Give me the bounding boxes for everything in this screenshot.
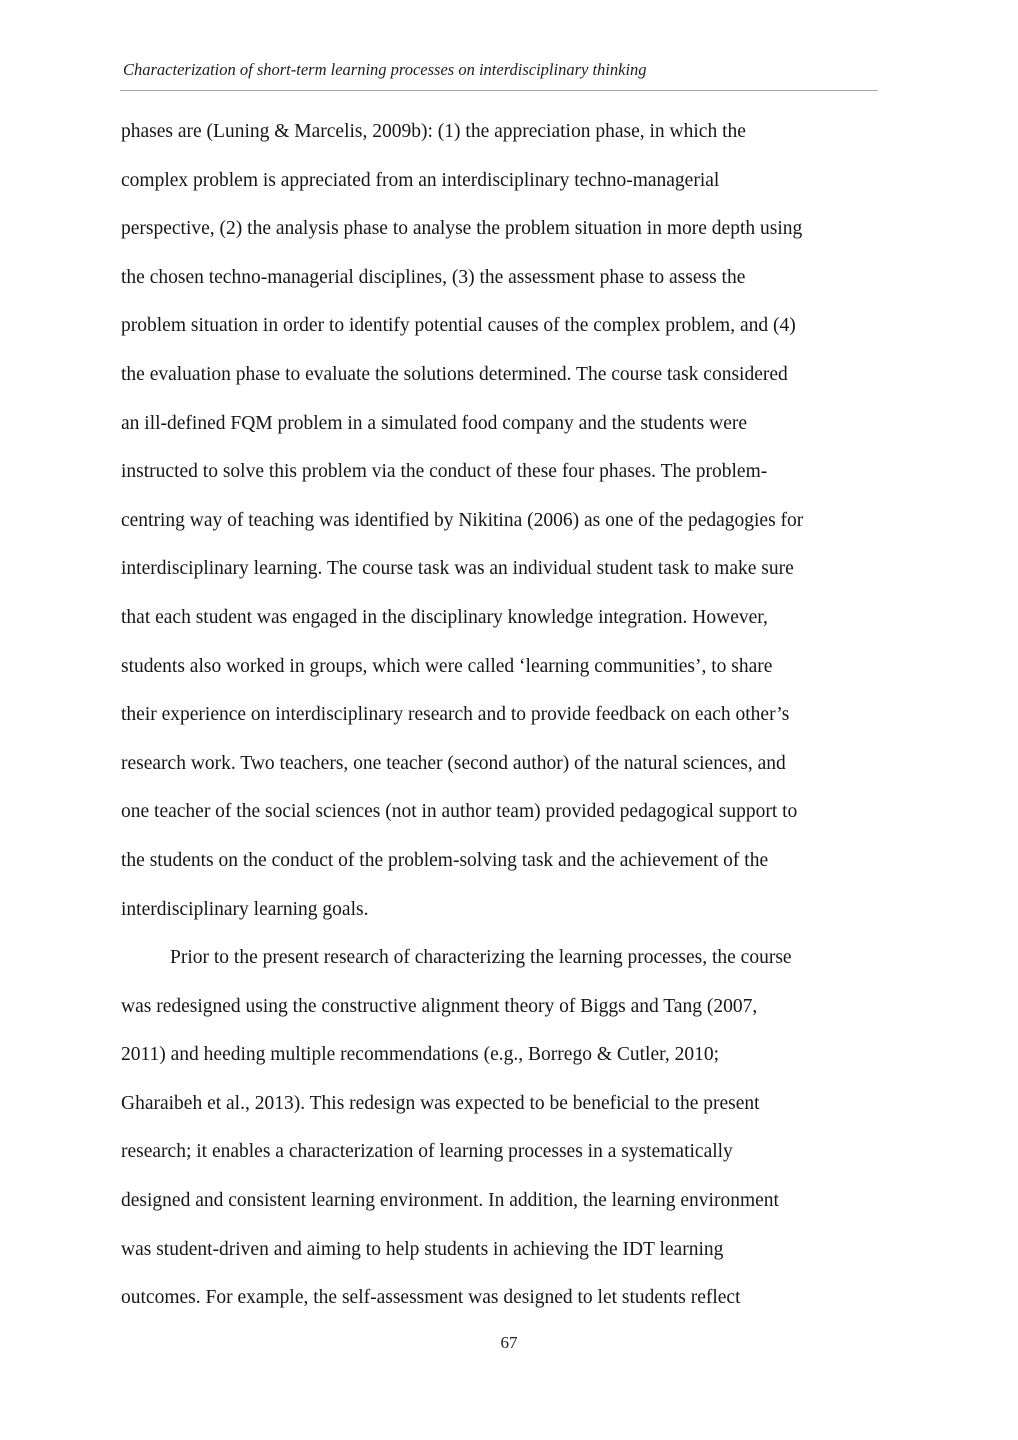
text-line: research; it enables a characterization of learning processes in a systematically	[121, 1141, 733, 1163]
text-line: interdisciplinary learning. The course task was an individual student task to make sure	[121, 558, 794, 580]
text-line: an ill-defined FQM problem in a simulated food company and the students were	[121, 412, 748, 434]
text-line: problem situation in order to identify potential causes of the complex problem, and (4)	[121, 315, 796, 337]
page-body	[121, 108, 878, 1323]
text-line: their experience on interdisciplinary research and to provide feedback on each other’s	[121, 704, 790, 726]
text-line: perspective, (2) the analysis phase to analyse the problem situation in more depth using	[121, 218, 803, 240]
text-line: was student-driven and aiming to help students in achieving the IDT learning	[121, 1238, 724, 1260]
text-line: was redesigned using the constructive alignment theory of Biggs and Tang (2007,	[121, 995, 758, 1017]
text-line: Prior to the present research of characterizing the learning processes, the course	[170, 947, 792, 969]
text-line: complex problem is appreciated from an interdisciplinary techno-managerial	[121, 169, 720, 191]
text-line: 2011) and heeding multiple recommendations (e.g., Borrego & Cutler, 2010;	[121, 1044, 719, 1066]
paragraph-2	[121, 934, 878, 1323]
paragraph-1	[121, 108, 878, 934]
page-number: 67	[500, 1333, 518, 1352]
text-line: phases are (Luning & Marcelis, 2009b): (1) the appreciation phase, in which the	[121, 121, 746, 142]
text-line: that each student was engaged in the disciplinary knowledge integration. However,	[121, 606, 768, 628]
text-line: designed and consistent learning environment. In addition, the learning environment	[121, 1190, 779, 1212]
text-line: one teacher of the social sciences (not in author team) provided pedagogical support to	[121, 801, 798, 823]
text-line: instructed to solve this problem via the conduct of these four phases. The problem-	[121, 461, 768, 483]
text-line: interdisciplinary learning goals.	[121, 898, 369, 920]
text-line: the chosen techno-managerial disciplines, (3) the assessment phase to assess the	[121, 266, 746, 288]
running-header-title: Characterization of short-term learning processes on interdisciplinary thinking	[123, 60, 647, 79]
text-line: the students on the conduct of the problem-solving task and the achievement of the	[121, 849, 769, 871]
header-divider	[120, 90, 878, 91]
text-line: the evaluation phase to evaluate the solutions determined. The course task considered	[121, 363, 788, 385]
text-line: research work. Two teachers, one teacher (second author) of the natural sciences, and	[121, 752, 786, 774]
text-line: students also worked in groups, which were called ‘learning communities’, to share	[121, 655, 773, 677]
text-line: Gharaibeh et al., 2013). This redesign was expected to be beneficial to the present	[121, 1092, 760, 1114]
text-line: centring way of teaching was identified by Nikitina (2006) as one of the pedagogies for	[121, 509, 804, 531]
text-line: outcomes. For example, the self-assessment was designed to let students reflect	[121, 1287, 741, 1309]
